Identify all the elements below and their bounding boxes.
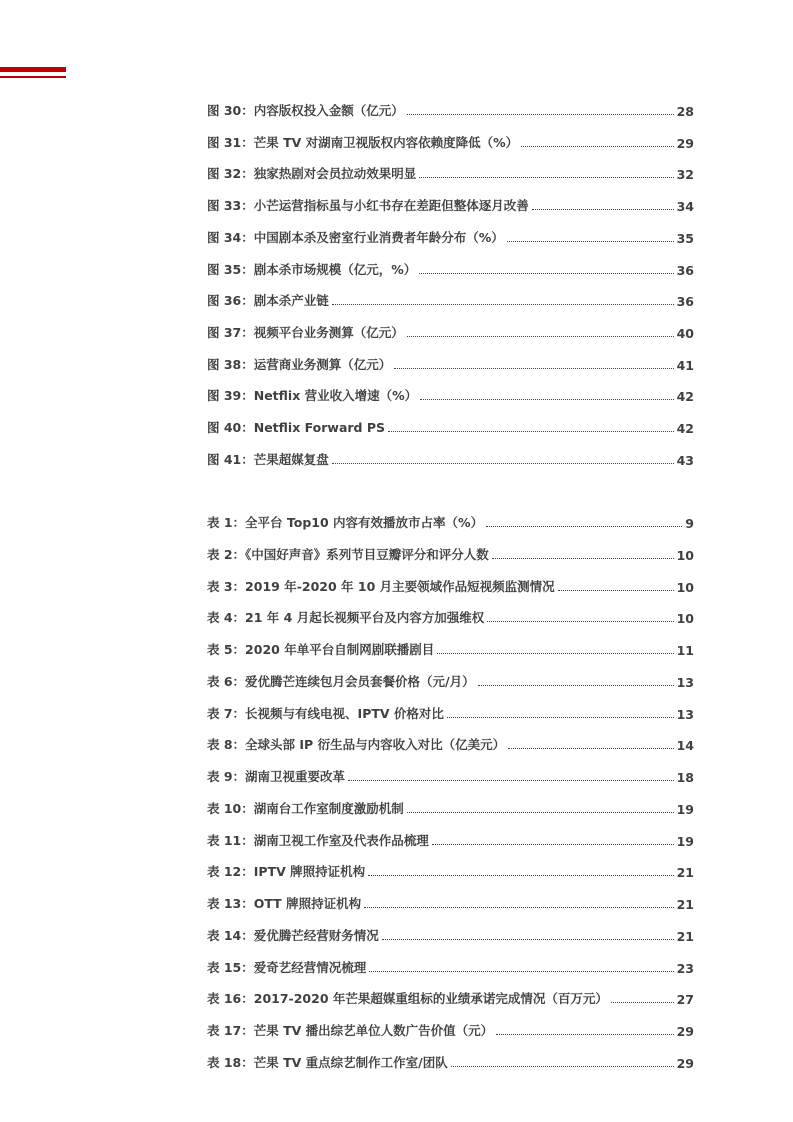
dot-leader [419, 272, 673, 274]
table-entry-title: 表 14：爱优腾芒经营财务情况 [207, 927, 379, 943]
figure-entry[interactable] [207, 228, 694, 246]
header-accent-line [0, 76, 66, 78]
figure-entry[interactable] [207, 101, 694, 119]
table-entry[interactable] [207, 862, 694, 880]
dot-leader [611, 1001, 674, 1003]
table-entry-title: 表 12：IPTV 牌照持证机构 [207, 864, 366, 880]
table-entry-page: 27 [676, 992, 694, 1008]
table-entry[interactable] [207, 672, 694, 690]
figure-entry[interactable] [207, 260, 694, 278]
figure-entry-page: 32 [676, 167, 694, 183]
dot-leader [486, 525, 682, 527]
table-entry[interactable] [207, 608, 694, 626]
table-entry-title: 表 8：全球头部 IP 衍生品与内容收入对比（亿美元） [207, 737, 506, 753]
table-entry[interactable] [207, 894, 694, 912]
table-entry[interactable] [207, 926, 694, 944]
dot-leader [332, 462, 674, 464]
figure-entry[interactable] [207, 386, 694, 404]
figure-entry-page: 36 [676, 294, 694, 310]
table-entry[interactable] [207, 704, 694, 722]
table-entry[interactable] [207, 831, 694, 849]
table-entry-page: 21 [676, 928, 694, 944]
figure-entry[interactable] [207, 291, 694, 309]
table-entry[interactable] [207, 545, 694, 563]
table-entry-title: 表 1：全平台 Top10 内容有效播放市占率（%） [207, 515, 484, 530]
table-entry-title: 表 16：2017-2020 年芒果超媒重组标的业绩承诺完成情况（百万元） [207, 991, 608, 1007]
dot-leader [532, 208, 674, 210]
table-entry-page: 19 [676, 833, 694, 849]
figure-entry-title: 图 35：剧本杀市场规模（亿元，%） [207, 261, 417, 277]
dot-leader [348, 779, 674, 781]
table-entry[interactable] [207, 767, 694, 785]
dot-leader [447, 716, 674, 718]
figure-entry-title: 图 37：视频平台业务测算（亿元） [207, 324, 404, 340]
table-entry-title: 表 18：芒果 TV 重点综艺制作工作室/团队 [207, 1054, 448, 1070]
dot-leader [437, 652, 673, 654]
dot-leader [420, 398, 673, 400]
table-entry-title: 表 4：21 年 4 月起长视频平台及内容方加强维权 [207, 610, 485, 626]
figure-entry-page: 35 [676, 230, 694, 246]
table-entry[interactable] [207, 577, 694, 595]
dot-leader [407, 811, 674, 813]
dot-leader [388, 430, 674, 432]
figure-entry-page: 40 [676, 325, 694, 341]
figure-entry-page: 42 [676, 389, 694, 405]
figure-entry[interactable] [207, 164, 694, 182]
table-entry-page: 21 [676, 897, 694, 912]
figure-entry-page: 28 [676, 104, 694, 119]
table-entry-page: 10 [676, 547, 694, 563]
dot-leader [407, 113, 674, 115]
figure-entry[interactable] [207, 450, 694, 468]
table-entry[interactable] [207, 989, 694, 1007]
figure-entry[interactable] [207, 418, 694, 436]
dot-leader [419, 176, 673, 178]
table-entry-title: 表 13：OTT 牌照持证机构 [207, 896, 362, 911]
dot-leader [507, 240, 674, 242]
table-entry-title: 表 11：湖南卫视工作室及代表作品梳理 [207, 832, 429, 848]
table-entry-title: 表 5：2020 年单平台自制网剧联播剧目 [207, 642, 435, 657]
figure-entry-page: 43 [676, 452, 694, 468]
table-entry[interactable] [207, 1021, 694, 1039]
table-entry-page: 13 [676, 674, 694, 690]
table-entry-title: 表 9：湖南卫视重要改革 [207, 769, 346, 784]
figure-entry-page: 41 [676, 357, 694, 373]
dot-leader [478, 684, 674, 686]
figure-entry[interactable] [207, 196, 694, 214]
figure-entry[interactable] [207, 323, 694, 341]
table-entry-page: 10 [676, 611, 694, 627]
dot-leader [364, 906, 674, 908]
table-entry[interactable] [207, 958, 694, 976]
header-accent-bar [0, 67, 66, 72]
figure-entry-title: 图 41：芒果超媒复盘 [207, 451, 329, 467]
dot-leader [332, 303, 674, 305]
figure-entry-title: 图 30：内容版权投入金额（亿元） [207, 103, 404, 118]
dot-leader [487, 620, 673, 622]
figure-entry-title: 图 34：中国剧本杀及密室行业消费者年龄分布（%） [207, 229, 504, 245]
dot-leader [382, 938, 674, 940]
table-entry-page: 23 [676, 960, 694, 976]
table-entry[interactable] [207, 735, 694, 753]
table-entry-title: 表 10：湖南台工作室制度激励机制 [207, 800, 404, 816]
table-entry-title: 表 7：长视频与有线电视、IPTV 价格对比 [207, 705, 444, 721]
dot-leader [432, 843, 674, 845]
table-entry-page: 9 [685, 516, 694, 531]
figure-entry-page: 29 [676, 135, 694, 151]
dot-leader [451, 1065, 674, 1067]
figure-entry-page: 34 [676, 199, 694, 215]
figure-entry-title: 图 31：芒果 TV 对湖南卫视版权内容依赖度降低（%） [207, 134, 519, 150]
table-entry-page: 21 [676, 865, 694, 881]
table-entry-title: 表 2：《中国好声音》系列节目豆瓣评分和评分人数 [207, 546, 489, 562]
table-entry-title: 表 15：爱奇艺经营情况梳理 [207, 959, 367, 975]
table-entry[interactable] [207, 513, 694, 531]
figure-entry-title: 图 39：Netflix 营业收入增速（%） [207, 388, 418, 404]
dot-leader [492, 557, 674, 559]
table-entry[interactable] [207, 1053, 694, 1071]
figure-entry[interactable] [207, 355, 694, 373]
table-entry-page: 10 [676, 579, 694, 595]
dot-leader [521, 145, 673, 147]
table-entry-title: 表 6：爱优腾芒连续包月会员套餐价格（元/月） [207, 673, 475, 689]
table-entry-page: 19 [676, 801, 694, 817]
figure-entry-title: 图 36：剧本杀产业链 [207, 293, 329, 309]
table-entry-page: 29 [676, 1055, 694, 1071]
table-entry-page: 29 [676, 1024, 694, 1039]
table-entry[interactable] [207, 640, 694, 658]
dot-leader [369, 970, 673, 972]
dot-leader [394, 367, 673, 369]
figure-entry-title: 图 38：运营商业务测算（亿元） [207, 356, 392, 372]
figure-entry-title: 图 40：Netflix Forward PS [207, 420, 386, 435]
table-entry-page: 11 [676, 643, 694, 658]
table-entry-page: 18 [676, 770, 694, 785]
dot-leader [508, 747, 674, 749]
table-entry-page: 13 [676, 706, 694, 722]
table-entry-title: 表 17：芒果 TV 播出综艺单位人数广告价值（元） [207, 1023, 494, 1038]
dot-leader [496, 1033, 673, 1035]
table-entry-page: 14 [676, 738, 694, 754]
figure-entry-page: 36 [676, 262, 694, 278]
figure-entry[interactable] [207, 133, 694, 151]
figure-entry-title: 图 32：独家热剧对会员拉动效果明显 [207, 166, 417, 182]
table-entry[interactable] [207, 799, 694, 817]
dot-leader [368, 874, 673, 876]
table-entry-title: 表 3：2019 年-2020 年 10 月主要领域作品短视频监测情况 [207, 578, 555, 594]
dot-leader [558, 589, 674, 591]
dot-leader [407, 335, 674, 337]
figure-entry-title: 图 33：小芒运营指标虽与小红书存在差距但整体逐月改善 [207, 198, 529, 214]
figure-entry-page: 42 [676, 421, 694, 436]
